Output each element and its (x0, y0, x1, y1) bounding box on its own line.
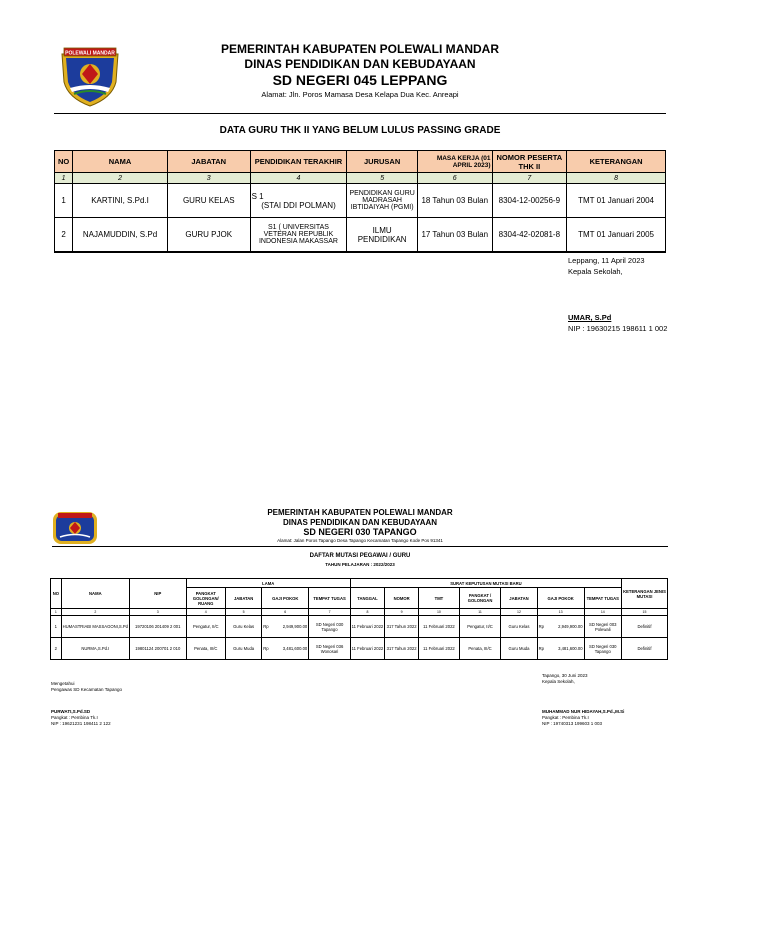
col-header-tempat-baru: TEMPAT TUGAS (584, 588, 621, 609)
document-title: DATA GURU THK II YANG BELUM LULUS PASSING GRADE (219, 125, 501, 136)
col-header-masa-kerja: MASA KERJA (01 APRIL 2023) (417, 151, 492, 173)
header-divider (54, 113, 666, 114)
col-header-tanggal: TANGGAL (350, 588, 384, 609)
cell-gaji (262, 616, 309, 638)
cell-nama: KARTINI, S.Pd.I (73, 184, 168, 218)
cell-keterangan: Definitif (622, 616, 668, 638)
left-signature-nip: NIP : 19621231 198411 2 122 (51, 721, 111, 726)
col-header-keterangan: KETERANGAN (567, 151, 666, 173)
currency-label: Rp (263, 624, 269, 629)
cell-nip: 19720106 201409 2 001 (129, 616, 186, 638)
col-header-no: NO (55, 151, 73, 173)
cell-jurusan: ILMU PENDIDIKAN (347, 218, 418, 253)
cell-keterangan: TMT 01 Januari 2004 (567, 184, 666, 218)
cell-jabatan-baru: Guru Muda (501, 638, 537, 660)
left-signature-details (51, 709, 111, 727)
col-header-nama: NAMA (61, 579, 129, 609)
col-number: 9 (385, 609, 419, 616)
cell-jabatan: GURU KELAS (167, 184, 250, 218)
cell-gaji-baru (537, 638, 584, 660)
group-header-sk-baru: SURAT KEPUTUSAN MUTASI BARU (350, 579, 621, 588)
col-number: 12 (501, 609, 537, 616)
col-number: 10 (419, 609, 460, 616)
gaji-amount: 2,949,900.00 (558, 624, 583, 629)
cell-pangkat: Penata, III/C (186, 638, 225, 660)
cell-nomor-peserta: 8304-12-00256-9 (492, 184, 567, 218)
col-header-no: NO (51, 579, 62, 609)
cell-pendidikan: S1 ( UNIVERSITAS VETERAN REPUBLIK INDONESIA MAKASSAR (250, 218, 347, 253)
cell-nomor: 317 Tahun 2022 (385, 616, 419, 638)
col-header-tempat: TEMPAT TUGAS (309, 588, 351, 609)
col-number: 5 (226, 609, 262, 616)
col-number: 2 (61, 609, 129, 616)
document-subtitle: TAHUN PELAJARAN : 2022/2023 (325, 562, 395, 567)
teacher-table (54, 150, 666, 253)
regency-logo-small (52, 511, 98, 545)
col-header-nama: NAMA (73, 151, 168, 173)
left-signature-role-1: Mengetahui (51, 681, 75, 686)
cell-tempat: SD Negeri 036 Wonosari (309, 638, 351, 660)
document-title: DAFTAR MUTASI PEGAWAI / GURU (309, 553, 411, 559)
right-signature-name: MUHAMMAD NUR HIDAYAH,S.Pd.,M.Si (542, 709, 625, 714)
cell-keterangan: Definitif (622, 638, 668, 660)
right-signature-nip: NIP : 19740313 199603 1 003 (542, 721, 602, 726)
col-number: 4 (250, 173, 347, 184)
right-signature-block (542, 673, 588, 685)
cell-jabatan: Guru Kelas (226, 616, 262, 638)
col-number: 3 (167, 173, 250, 184)
right-signature-role: Kepala Sekolah, (542, 679, 575, 684)
mutation-table (50, 578, 668, 660)
cell-tmt: 11 Februari 2022 (419, 638, 460, 660)
cell-keterangan: TMT 01 Januari 2005 (567, 218, 666, 253)
header-line-1: PEMERINTAH KABUPATEN POLEWALI MANDAR (221, 42, 499, 56)
currency-label: Rp (263, 646, 269, 651)
header-line-2: DINAS PENDIDIKAN DAN KEBUDAYAAN (282, 518, 438, 527)
col-header-jabatan: JABATAN (226, 588, 262, 609)
school-name: SD NEGERI 030 TAPANGO (303, 527, 417, 537)
svg-text:POLEWALI MANDAR: POLEWALI MANDAR (65, 50, 115, 57)
gaji-amount: 3,481,600.00 (282, 646, 308, 651)
col-number: 14 (584, 609, 621, 616)
currency-label: Rp (538, 624, 544, 629)
col-number: 1 (51, 609, 62, 616)
school-address: Alamat: Jln. Poros Mamasa Desa Kelapa Dua Kec. Anreapi (261, 90, 459, 99)
school-name: SD NEGERI 045 LEPPANG (272, 72, 448, 88)
cell-nama: NURMA,S.Pd.I (61, 638, 129, 660)
left-signature-block (51, 681, 122, 693)
cell-tempat-baru: SD Negeri 030 Tapango (584, 638, 621, 660)
signature-name: UMAR, S.Pd (568, 313, 612, 322)
col-header-jurusan: JURUSAN (347, 151, 418, 173)
cell-nip: 19801124 200701 2 010 (129, 638, 186, 660)
signature-nip: NIP : 19630215 198611 1 002 (568, 324, 668, 333)
col-number: 8 (567, 173, 666, 184)
right-signature-details (542, 709, 624, 727)
col-header-pangkat-baru: PANGKAT / GOLONGAN (459, 588, 501, 609)
gaji-amount: 3,481,600.00 (558, 646, 583, 651)
cell-pendidikan-degree: S 1 (251, 191, 264, 201)
cell-nama: HUMASTRIABI MASSAGONI,S.Pd (61, 616, 129, 638)
col-number: 7 (492, 173, 567, 184)
right-signature-pangkat: Pangkat : Pembina Tk.I (542, 715, 589, 720)
gaji-amount: 2,949,900.00 (282, 624, 308, 629)
signature-role: Kepala Sekolah, (568, 267, 623, 276)
cell-masa-kerja: 18 Tahun 03 Bulan (417, 184, 492, 218)
cell-pendidikan (250, 184, 347, 218)
col-number: 7 (309, 609, 351, 616)
cell-no: 2 (55, 218, 73, 253)
cell-jabatan: GURU PJOK (167, 218, 250, 253)
cell-gaji-baru (537, 616, 584, 638)
header-line-1: PEMERINTAH KABUPATEN POLEWALI MANDAR (267, 508, 453, 517)
cell-tanggal: 11 Februari 2022 (350, 616, 384, 638)
col-number: 2 (73, 173, 168, 184)
cell-tempat-baru: SD Negeri 003 Polewali (584, 616, 621, 638)
school-address: Alamat: Jalan Poros Tapango Desa Tapango Kecamatan Tapango Kode Pos 91341 (277, 538, 443, 543)
col-number: 11 (459, 609, 501, 616)
col-header-nomor-peserta: NOMOR PESERTA THK II (492, 151, 567, 173)
cell-pangkat-baru: Pengatur, II/C (459, 616, 501, 638)
col-header-pendidikan: PENDIDIKAN TERAKHIR (250, 151, 347, 173)
col-number: 15 (622, 609, 668, 616)
col-header-tmt: TMT (419, 588, 460, 609)
col-header-pangkat: PANGKAT GOLONGAN/ RUANG (186, 588, 225, 609)
table-row (55, 184, 666, 218)
cell-tempat: SD Negeri 030 Tapango (309, 616, 351, 638)
cell-nama: NAJAMUDDIN, S.Pd (73, 218, 168, 253)
col-header-gaji: GAJI POKOK (262, 588, 309, 609)
left-signature-pangkat: Pangkat : Pembina Tk.I (51, 715, 98, 720)
cell-no: 2 (51, 638, 62, 660)
col-header-nip: NIP (129, 579, 186, 609)
cell-tanggal: 11 Februari 2022 (350, 638, 384, 660)
table-row (51, 616, 668, 638)
cell-pendidikan-institution: (STAI DDI POLMAN) (261, 200, 336, 210)
col-number: 4 (186, 609, 225, 616)
col-header-jabatan: JABATAN (167, 151, 250, 173)
col-header-gaji-baru: GAJI POKOK (537, 588, 584, 609)
signature-place-date: Leppang, 11 April 2023 (568, 256, 645, 265)
left-signature-name: PURWATI,S.Pd.SD (51, 709, 91, 714)
cell-no: 1 (51, 616, 62, 638)
header-line-2: DINAS PENDIDIKAN DAN KEBUDAYAAN (244, 57, 476, 71)
cell-jurusan: PENDIDIKAN GURU MADRASAH IBTIDAIYAH (PGMI) (347, 184, 418, 218)
cell-nomor-peserta: 8304-42-02081-8 (492, 218, 567, 253)
col-number: 6 (262, 609, 309, 616)
table-row (55, 218, 666, 253)
right-signature-place-date: Tapango, 30 Juni 2023 (542, 673, 588, 678)
cell-jabatan: Guru Muda (226, 638, 262, 660)
currency-label: Rp (538, 646, 544, 651)
col-header-nomor: NOMOR (385, 588, 419, 609)
cell-no: 1 (55, 184, 73, 218)
cell-tmt: 11 Februari 2022 (419, 616, 460, 638)
cell-pangkat-baru: Penata, III/C (459, 638, 501, 660)
cell-nomor: 317 Tahun 2022 (385, 638, 419, 660)
col-number: 1 (55, 173, 73, 184)
group-header-lama: LAMA (186, 579, 350, 588)
cell-pangkat: Pengatur, II/C (186, 616, 225, 638)
cell-gaji (262, 638, 309, 660)
col-header-keterangan: KETERANGAN JENIS MUTASI (622, 579, 668, 609)
col-number: 6 (417, 173, 492, 184)
col-number: 3 (129, 609, 186, 616)
col-header-jabatan-baru: JABATAN (501, 588, 537, 609)
col-number: 13 (537, 609, 584, 616)
header-divider (52, 546, 668, 547)
col-number: 5 (347, 173, 418, 184)
table-row (51, 638, 668, 660)
cell-masa-kerja: 17 Tahun 03 Bulan (417, 218, 492, 253)
col-number: 8 (350, 609, 384, 616)
cell-jabatan-baru: Guru Kelas (501, 616, 537, 638)
left-signature-role-2: Pengawas SD Kecamatan Tapango (51, 687, 122, 692)
regency-logo (58, 44, 122, 108)
